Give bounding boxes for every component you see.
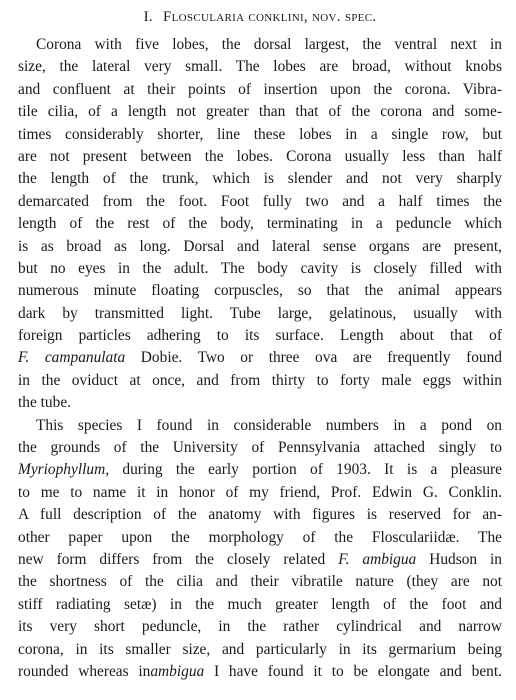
text-fragment: rounded whereas in [18,662,151,680]
text-line: This species I found in considerable numbers in a pond on [36,416,502,434]
section-number: I. [143,9,153,25]
text-line: and confluent at their points of insertion upon the corona. Vibra- [18,80,502,98]
text-line: corona, in its smaller size, and particularly in its germarium being [18,640,502,658]
text-line: length of the rest of the body, terminating in a peduncle which [18,215,502,233]
text-line: its very short peduncle, in the rather cylindrical and narrow [18,618,502,636]
text-fragment: Dobie. Two or three ova are frequently found [125,349,502,367]
text-line [18,549,502,571]
text-line: the shortness of the cilia and their vibratile nature (they are not [18,573,502,591]
text-line: other paper upon the morphology of the Flosculariidæ. The [18,528,502,546]
text-line: size, the lateral very small. The lobes are broad, without knobs [18,58,502,76]
text-line: in the oviduct at once, and from thirty to forty male eggs within [18,371,502,389]
text-line: to me to name it in honor of my friend, Prof. Edwin G. Conklin. [18,483,502,501]
text-line: tile cilia, of a length not greater than that of the corona and some- [18,103,502,121]
text-line: stiff radiating setæ) in the much greater length of the foot and [18,595,502,613]
text-fragment: I have found it to be elongate and bent. [204,662,502,680]
text-fragment: during the early portion of 1903. It is a pleasure [109,461,502,479]
text-line: but no eyes in the adult. The body cavity is closely filled with [18,259,502,277]
species-name-italic: F. campanulata [18,349,126,367]
species-name-italic: F. ambigua [338,550,417,568]
discussion-paragraph [18,415,502,684]
species-title: Floscularia conklini, nov. spec. [163,9,377,25]
text-fragment: new form differs from the closely related [18,550,339,568]
text-line: the length of the trunk, which is slender and not very sharply [18,170,502,188]
text-line: dark by transmitted light. Tube large, gelatinous, usually with [18,304,502,322]
text-line: Corona with five lobes, the dorsal largest, the ventral next in [36,36,502,53]
text-line: demarcated from the foot. Foot fully two and a half times the [18,192,502,210]
text-line: is as broad as long. Dorsal and lateral sense organs are present, [18,237,502,255]
text-line: times considerably shorter, line these lobes in a single row, but [18,125,502,143]
text-line [18,459,502,481]
text-line: numerous minute floating corpuscles, so that the animal appears [18,282,502,300]
text-line: the tube. [18,394,71,412]
text-fragment: Hudson in [416,550,502,568]
text-line: foreign particles adhering to its surface. Length about that of [18,327,502,345]
species-name-italic: ambigua [150,662,205,680]
species-heading [18,6,502,28]
text-line [18,661,502,683]
genus-name-italic: Myriophyllum, [18,461,110,479]
text-line: the grounds of the University of Pennsylvania attached singly to [18,439,502,457]
text-line [18,347,502,369]
document-page [18,6,502,683]
text-line: A full description of the anatomy with figures is reserved for an- [18,506,502,524]
description-paragraph [18,34,502,415]
text-line: are not present between the lobes. Corona usually less than half [18,147,502,165]
